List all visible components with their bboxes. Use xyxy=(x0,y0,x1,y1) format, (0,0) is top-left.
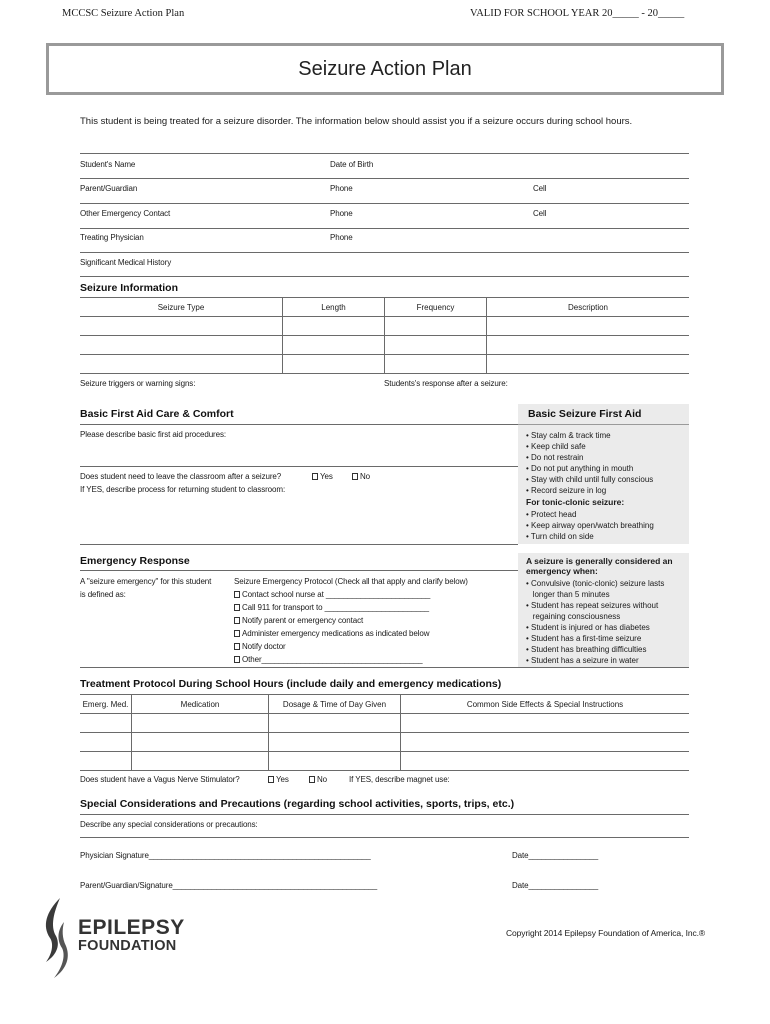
col-medication: Medication xyxy=(180,700,220,709)
header-form-name: MCCSC Seizure Action Plan xyxy=(62,8,185,19)
protocol-heading: Seizure Emergency Protocol (Check all that apply and clarify below) xyxy=(234,577,468,586)
list-item: longer than 5 minutes xyxy=(526,590,610,599)
triggers-field[interactable]: Seizure triggers or warning signs: xyxy=(80,379,196,388)
emergency-definition-label-2: is defined as: xyxy=(80,590,126,599)
list-item: • Keep airway open/watch breathing xyxy=(526,521,654,530)
protocol-other[interactable]: Other_____________________________________ xyxy=(234,655,422,664)
col-seizure-type: Seizure Type xyxy=(157,303,205,312)
vns-question: Does student have a Vagus Nerve Stimulator? xyxy=(80,775,240,784)
col-frequency: Frequency xyxy=(416,303,455,312)
logo-epilepsy: EPILEPSY xyxy=(78,916,185,939)
col-description: Description xyxy=(567,303,608,312)
list-item: • Convulsive (tonic-clonic) seizure lasts xyxy=(526,579,665,588)
physician-date-field[interactable]: Date________________ xyxy=(512,851,599,860)
leave-classroom-question: Does student need to leave the classroom after a seizure? xyxy=(80,472,282,481)
other-contact-field[interactable]: Other Emergency Contact xyxy=(80,209,171,218)
leave-no-checkbox[interactable]: No xyxy=(352,472,370,481)
list-item: • Student has a seizure in water xyxy=(526,656,639,665)
col-dosage: Dosage & Time of Day Given xyxy=(282,700,387,709)
return-process-field[interactable]: If YES, describe process for returning student to classroom: xyxy=(80,485,286,494)
magnet-use-field[interactable]: If YES, describe magnet use: xyxy=(349,775,450,784)
treatment-heading: Treatment Protocol During School Hours (include daily and emergency medications) xyxy=(80,678,502,690)
vns-no-checkbox[interactable]: No xyxy=(309,775,327,784)
col-side-effects: Common Side Effects & Special Instructions xyxy=(466,700,624,709)
basic-seizure-first-aid-heading: Basic Seizure First Aid xyxy=(528,408,642,420)
first-aid-care-heading: Basic First Aid Care & Comfort xyxy=(80,408,234,420)
other-phone-field[interactable]: Phone xyxy=(330,209,353,218)
emergency-when-heading: A seizure is generally considered an emergency when: xyxy=(526,556,673,576)
title-box xyxy=(46,43,724,95)
emergency-response-heading: Emergency Response xyxy=(80,555,190,567)
special-considerations-field[interactable]: Describe any special considerations or precautions: xyxy=(80,820,258,829)
student-name-field[interactable]: Student's Name xyxy=(80,160,136,169)
leave-yes-checkbox[interactable]: Yes xyxy=(312,472,333,481)
list-item: • Stay calm & track time xyxy=(526,431,611,440)
physician-field[interactable]: Treating Physician xyxy=(80,233,144,242)
emergency-definition-label: A "seizure emergency" for this student xyxy=(80,577,212,586)
dob-field[interactable]: Date of Birth xyxy=(330,160,374,169)
vns-yes-checkbox[interactable]: Yes xyxy=(268,775,289,784)
first-aid-describe-field[interactable]: Please describe basic first aid procedures: xyxy=(80,430,226,439)
other-cell-field[interactable]: Cell xyxy=(533,209,547,218)
list-item: • Keep child safe xyxy=(526,442,586,451)
page-title: Seizure Action Plan xyxy=(298,58,472,80)
copyright-text: Copyright 2014 Epilepsy Foundation of America, Inc.® xyxy=(506,928,706,938)
parent-date-field[interactable]: Date________________ xyxy=(512,881,599,890)
list-item: • Record seizure in log xyxy=(526,486,607,495)
protocol-administer-meds[interactable]: Administer emergency medications as indicated below xyxy=(234,629,429,638)
list-item: • Do not put anything in mouth xyxy=(526,464,634,473)
list-item: • Do not restrain xyxy=(526,453,584,462)
medical-history-field[interactable]: Significant Medical History xyxy=(80,258,172,267)
parent-cell-field[interactable]: Cell xyxy=(533,184,547,193)
tonic-clonic-heading: For tonic-clonic seizure: xyxy=(526,497,625,507)
parent-phone-field[interactable]: Phone xyxy=(330,184,353,193)
parent-signature-field[interactable]: Parent/Guardian/Signature_______________________________________________ xyxy=(80,881,378,890)
tonic-clonic-list xyxy=(526,509,654,542)
intro-text: This student is being treated for a seizure disorder. The information below should assist you if a seizure occurs during school hours. xyxy=(80,116,633,127)
protocol-notify-parent[interactable]: Notify parent or emergency contact xyxy=(234,616,363,625)
first-aid-list xyxy=(526,430,653,496)
physician-signature-field[interactable]: Physician Signature___________________________________________________ xyxy=(80,851,371,860)
col-emerg-med: Emerg. Med. xyxy=(82,700,129,709)
physician-phone-field[interactable]: Phone xyxy=(330,233,353,242)
response-field[interactable]: Students's response after a seizure: xyxy=(384,379,508,388)
epilepsy-flame-icon xyxy=(40,896,70,980)
header-school-year: VALID FOR SCHOOL YEAR 20_____ - 20_____ xyxy=(470,8,685,19)
seizure-info-heading: Seizure Information xyxy=(80,282,179,294)
list-item: • Student has breathing difficulties xyxy=(526,645,647,654)
list-item: • Stay with child until fully conscious xyxy=(526,475,654,484)
list-item: • Student is injured or has diabetes xyxy=(526,623,650,632)
protocol-contact-nurse[interactable]: Contact school nurse at ________________________ xyxy=(234,590,430,599)
logo-foundation: FOUNDATION xyxy=(78,938,177,954)
special-considerations-heading: Special Considerations and Precautions (regarding school activities, sports, trips, etc.) xyxy=(80,798,515,810)
col-length: Length xyxy=(321,303,346,312)
parent-field[interactable]: Parent/Guardian xyxy=(80,184,138,193)
emergency-when-list xyxy=(526,578,664,666)
list-item: • Protect head xyxy=(526,510,577,519)
protocol-call-911[interactable]: Call 911 for transport to ________________________ xyxy=(234,603,429,612)
list-item: • Turn child on side xyxy=(526,532,594,541)
list-item: • Student has repeat seizures without xyxy=(526,601,659,610)
list-item: regaining consciousness xyxy=(526,612,621,621)
list-item: • Student has a first-time seizure xyxy=(526,634,642,643)
protocol-notify-doctor[interactable]: Notify doctor xyxy=(234,642,286,651)
